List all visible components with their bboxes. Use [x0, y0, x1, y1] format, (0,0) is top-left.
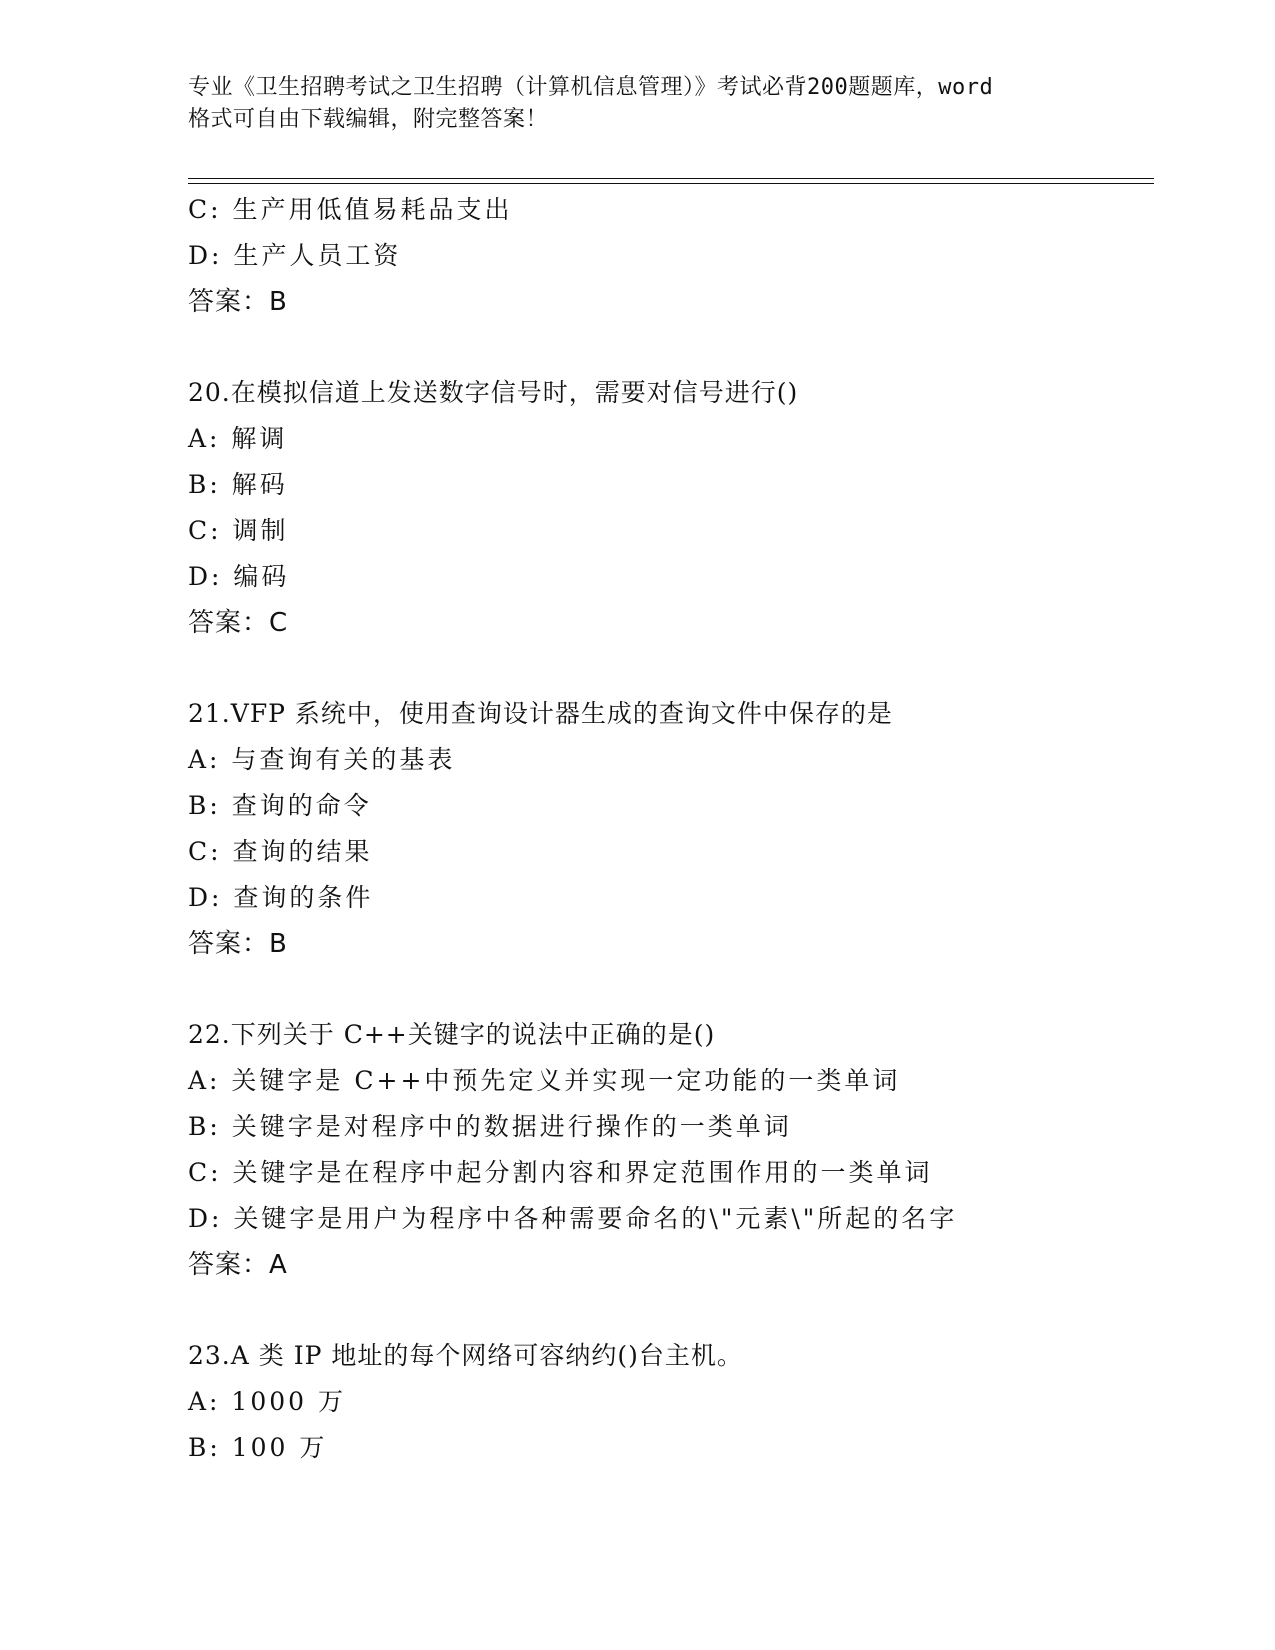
option-a: A: 解调: [188, 424, 288, 453]
option-b: B: 100 万: [188, 1433, 328, 1462]
question-list: [188, 187, 1154, 1471]
option-d: D: 编码: [188, 562, 290, 591]
option-a: A: 与查询有关的基表: [188, 745, 456, 774]
question-20: [188, 370, 1154, 646]
question-stem: 20.在模拟信道上发送数字信号时，需要对信号进行(): [188, 378, 799, 407]
option-b: B: 解码: [188, 470, 288, 499]
question-stem: 21.VFP 系统中，使用查询设计器生成的查询文件中保存的是: [188, 699, 893, 728]
option-c: C: 生产用低值易耗品支出: [188, 195, 513, 224]
question-stem: 23.A 类 IP 地址的每个网络可容纳约()台主机。: [188, 1341, 743, 1370]
question-stem: 22.下列关于 C++关键字的说法中正确的是(): [188, 1020, 716, 1049]
question-22: [188, 1012, 1154, 1288]
option-a: A: 1000 万: [188, 1387, 346, 1416]
header-line-1: 专业《卫生招聘考试之卫生招聘（计算机信息管理）》考试必背200题题库，word: [188, 75, 994, 100]
option-d: D: 关键字是用户为程序中各种需要命名的\"元素\"所起的名字: [188, 1204, 958, 1233]
answer-line: 答案：B: [188, 929, 288, 959]
question-19-tail: [188, 187, 1154, 325]
option-b: B: 关键字是对程序中的数据进行操作的一类单词: [188, 1112, 792, 1141]
answer-line: 答案：A: [188, 1250, 288, 1280]
option-b: B: 查询的命令: [188, 791, 372, 820]
header-divider-top: [188, 178, 1154, 179]
document-header: [188, 72, 1088, 136]
header-divider-bottom: [188, 183, 1154, 184]
answer-line: 答案：C: [188, 608, 289, 638]
option-c: C: 调制: [188, 516, 289, 545]
option-a: A: 关键字是 C++中预先定义并实现一定功能的一类单词: [188, 1066, 901, 1095]
option-d: D: 生产人员工资: [188, 241, 402, 270]
answer-line: 答案：B: [188, 287, 288, 317]
header-line-2: 格式可自由下载编辑，附完整答案！: [188, 107, 549, 132]
option-c: C: 查询的结果: [188, 837, 373, 866]
option-d: D: 查询的条件: [188, 883, 374, 912]
question-23: [188, 1333, 1154, 1471]
option-c: C: 关键字是在程序中起分割内容和界定范围作用的一类单词: [188, 1158, 933, 1187]
question-21: [188, 691, 1154, 967]
